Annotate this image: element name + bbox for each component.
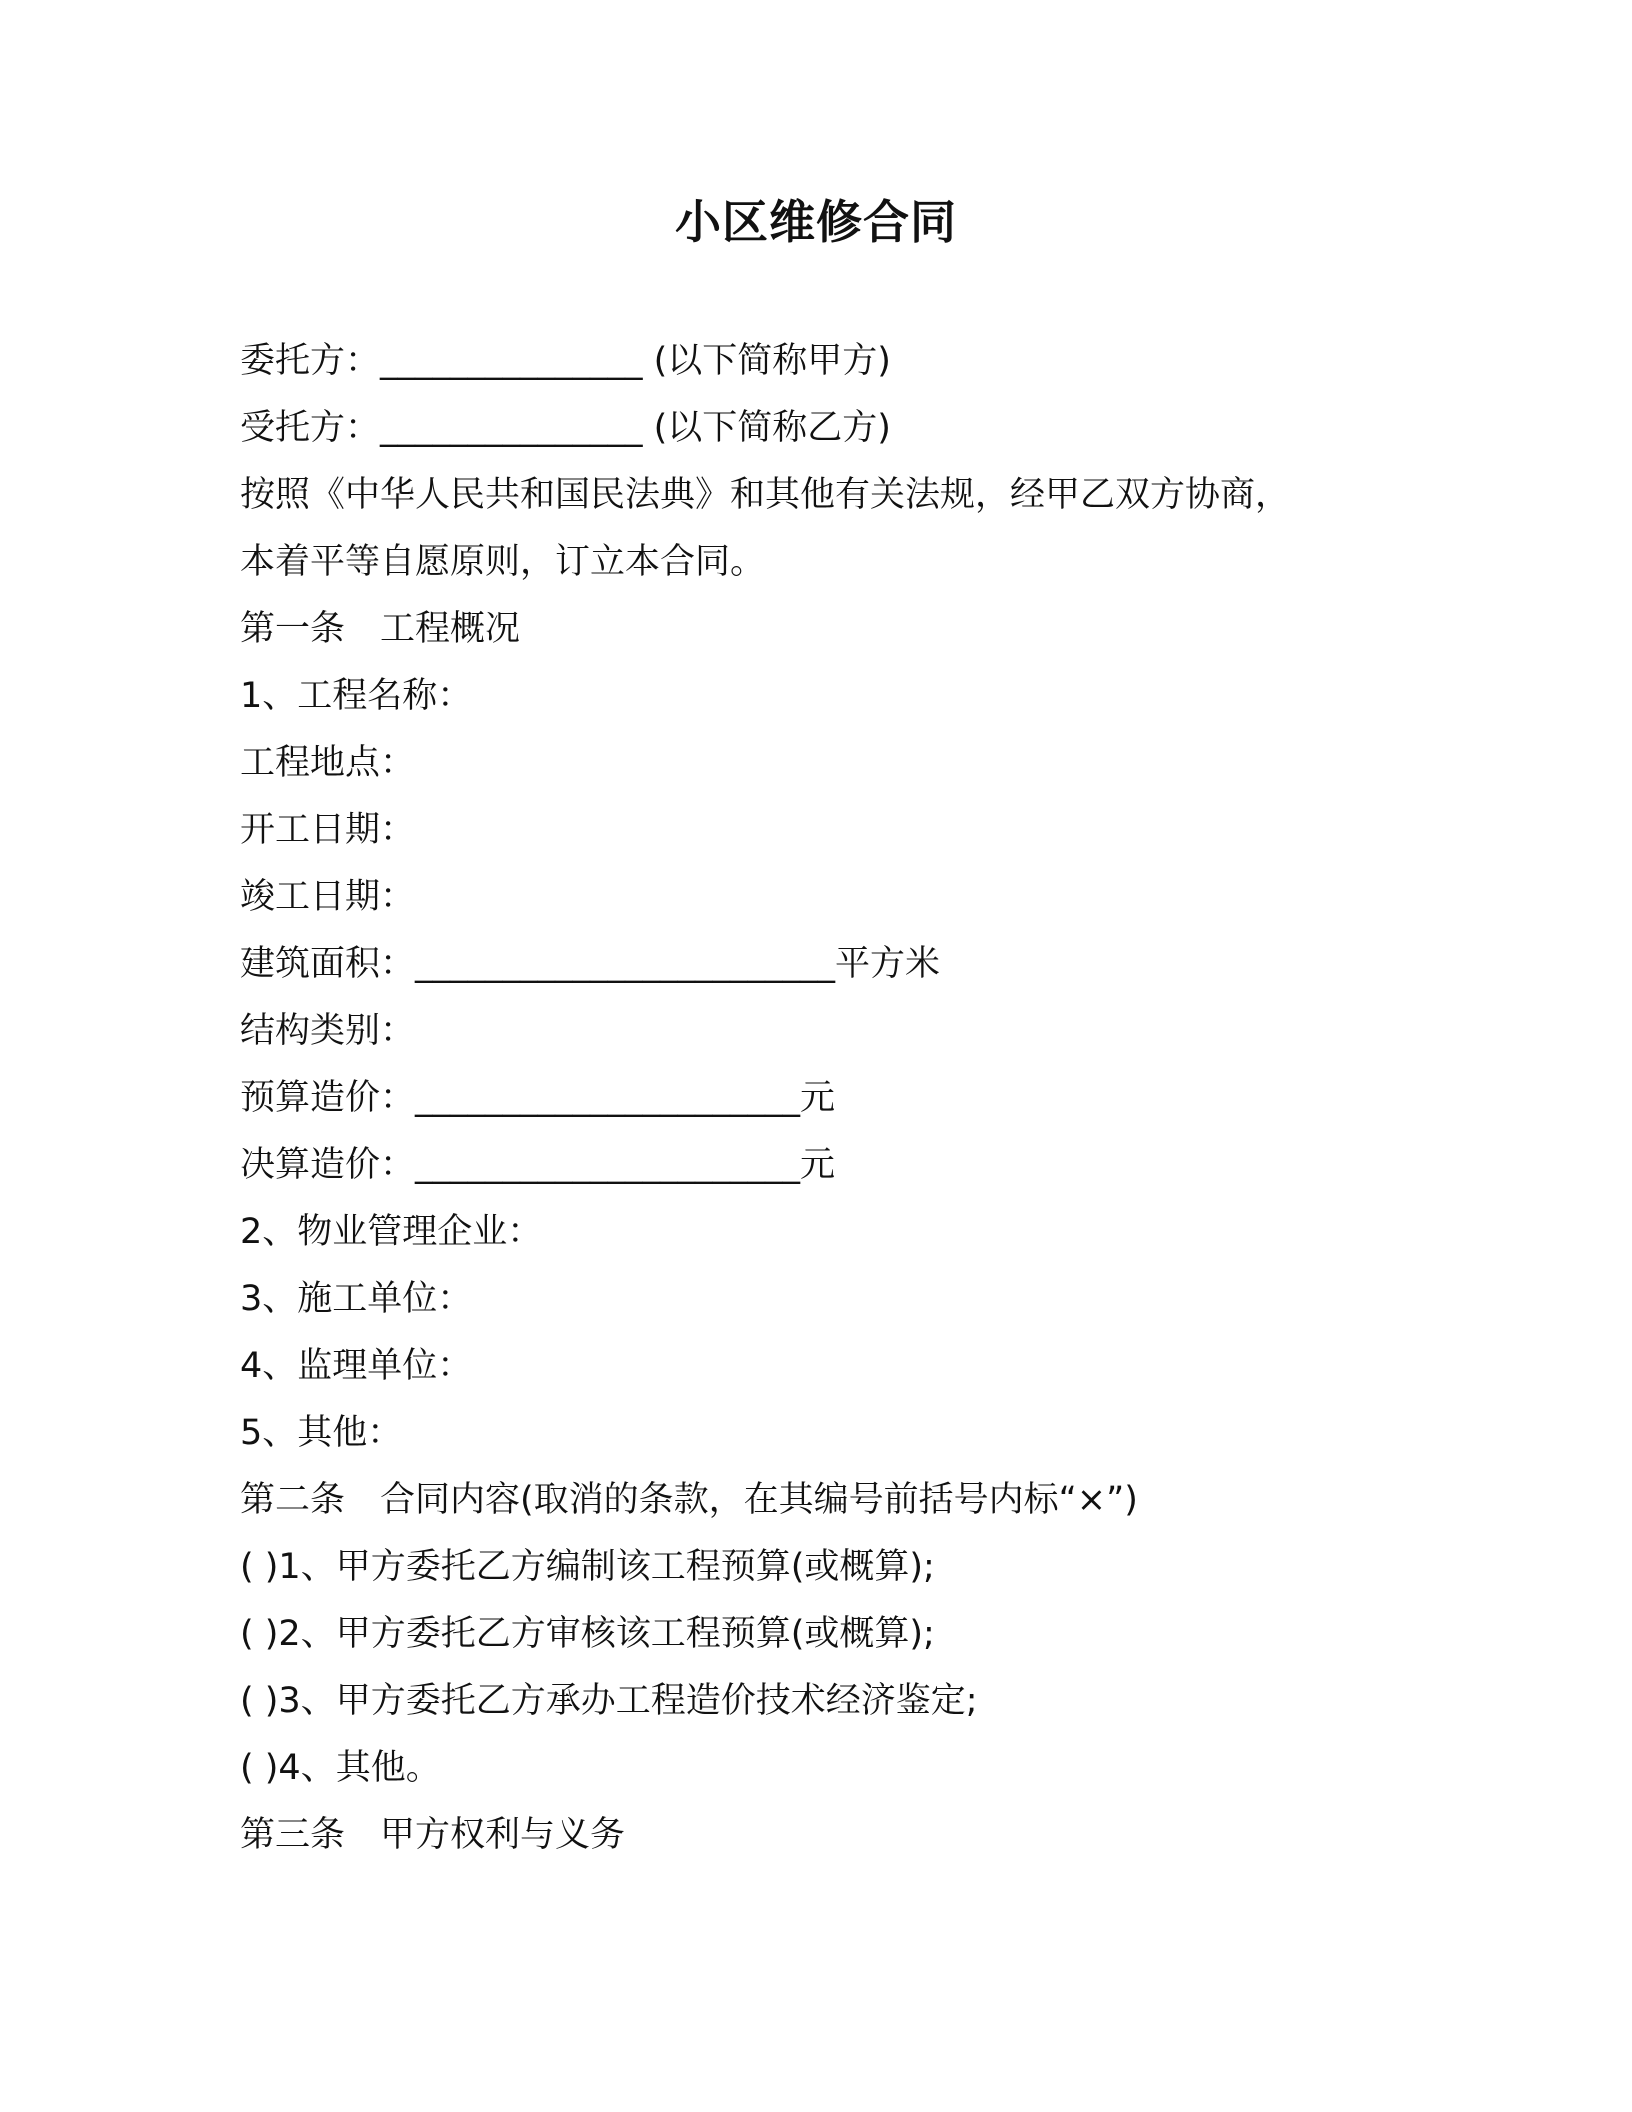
other-line: 5、其他： [240,1413,403,1453]
clause-3-line: ( )3、甲方委托乙方承办工程造价技术经济鉴定; [240,1681,978,1721]
article-1-heading: 第一条 工程概况 [240,609,521,649]
building-area-line: 建筑面积：________________________平方米 [240,944,941,984]
final-cost-line: 决算造价：______________________元 [240,1145,836,1185]
article-3-heading: 第三条 甲方权利与义务 [240,1815,626,1855]
contractor-party-line: 受托方：_______________ (以下简称乙方) [240,408,891,448]
structure-type-line: 结构类别： [240,1011,416,1051]
budget-cost-line: 预算造价：______________________元 [240,1078,836,1118]
completion-date-line: 竣工日期： [240,877,416,917]
clause-1-line: ( )1、甲方委托乙方编制该工程预算(或概算); [240,1547,935,1587]
clause-2-line: ( )2、甲方委托乙方审核该工程预算(或概算); [240,1614,935,1654]
project-name-line: 1、工程名称： [240,676,473,716]
client-party-line: 委托方：_______________ (以下简称甲方) [240,341,891,381]
preamble-line-1: 按照《中华人民共和国民法典》和其他有关法规，经甲乙双方协商， [240,475,1291,515]
property-management-line: 2、物业管理企业： [240,1212,543,1252]
construction-unit-line: 3、施工单位： [240,1279,473,1319]
document-title: 小区维修合同 [675,195,957,249]
clause-4-line: ( )4、其他。 [240,1748,441,1788]
article-2-heading: 第二条 合同内容(取消的条款，在其编号前括号内标“×”) [240,1480,1138,1520]
project-location-line: 工程地点： [240,743,416,783]
preamble-line-2: 本着平等自愿原则，订立本合同。 [240,542,766,582]
supervision-unit-line: 4、监理单位： [240,1346,473,1386]
contract-body [240,328,1420,1869]
start-date-line: 开工日期： [240,810,416,850]
